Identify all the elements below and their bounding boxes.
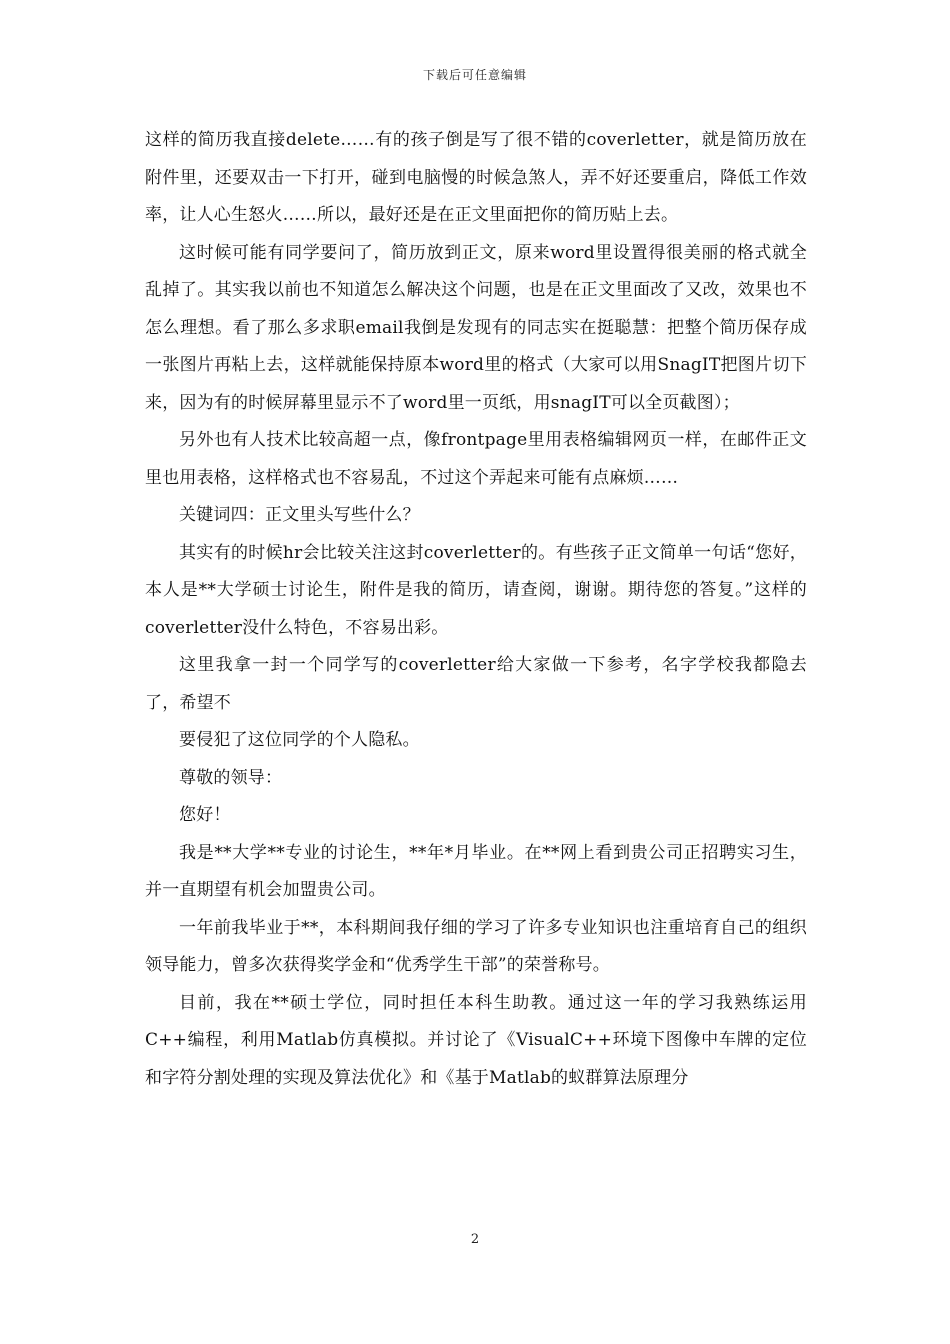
paragraph: 这样的简历我直接delete……有的孩子倒是写了很不错的coverletter，就是简历放在附件里，还要双击一下打开，碰到电脑慢的时候急煞人，弄不好还要重启，降低工作效率，让人心生怒火……所以，最好还是在正文里面把你的简历贴上去。 — [145, 130, 807, 225]
letter-greeting: 您好！ — [179, 805, 231, 825]
page-header: 下载后可任意编辑 — [422, 68, 527, 82]
section-heading: 关键词四：正文里头写些什么？ — [179, 505, 420, 525]
letter-paragraph: 一年前我毕业于**，本科期间我仔细的学习了许多专业知识也注重培育自己的组织领导能力，曾多次获得奖学金和“优秀学生干部”的荣誉称号。 — [145, 917, 807, 975]
paragraph: 这里我拿一封一个同学写的coverletter给大家做一下参考，名字学校我都隐去了，希望不 — [145, 655, 807, 713]
letter-paragraph: 目前，我在**硕士学位，同时担任本科生助教。通过这一年的学习我熟练运用C++编程，利用Matlab仿真模拟。并讨论了《VisualC++环境下图像中车牌的定位和字符分割处理的实现及算法优化》和《基于Matlab的蚁群算法原理分 — [145, 992, 807, 1088]
letter-salutation: 尊敬的领导： — [179, 767, 283, 788]
paragraph: 另外也有人技术比较高超一点，像frontpage里用表格编辑网页一样，在邮件正文里也用表格，这样格式也不容易乱，不过这个弄起来可能有点麻烦…… — [145, 430, 807, 488]
page-number: 2 — [470, 1232, 480, 1247]
paragraph: 要侵犯了这位同学的个人隐私。 — [179, 730, 420, 750]
paragraph: 其实有的时候hr会比较关注这封coverletter的。有些孩子正文简单一句话“您好，本人是**大学硕士讨论生，附件是我的简历，请查阅，谢谢。期待您的答复。”这样的coverletter没什么特色，不容易出彩。 — [145, 542, 807, 638]
document-body — [145, 122, 807, 1097]
paragraph: 这时候可能有同学要问了，简历放到正文，原来word里设置得很美丽的格式就全乱掉了。其实我以前也不知道怎么解决这个问题，也是在正文里面改了又改，效果也不怎么理想。看了那么多求职email我倒是发现有的同志实在挺聪慧：把整个简历保存成一张图片再粘上去，这样就能保持原本word里的格式（大家可以用SnagIT把图片切下来，因为有的时候屏幕里显示不了word里一页纸，用snagIT可以全页截图）； — [145, 242, 807, 413]
letter-paragraph: 我是**大学**专业的讨论生，**年*月毕业。在**网上看到贵公司正招聘实习生，并一直期望有机会加盟贵公司。 — [145, 842, 807, 900]
